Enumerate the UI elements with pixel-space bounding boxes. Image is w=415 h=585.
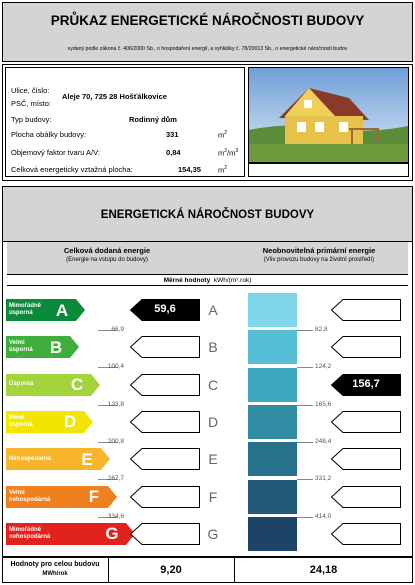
- energy-class-f: [6, 486, 108, 508]
- factor-unit: $m^2/m^3$: [218, 148, 239, 158]
- right-column-subtitle: (Vliv provozu budovy na životní prostředí): [263, 257, 375, 263]
- energy-class-arrow: [108, 486, 117, 508]
- scale-letter-b: B: [208, 339, 218, 356]
- energy-class-arrow: [70, 336, 79, 358]
- energy-class-b: [6, 336, 70, 358]
- energy-class-label: Velmi úsporná: [9, 340, 33, 354]
- scale-letter-a: A: [208, 302, 218, 318]
- right-threshold: 248,4: [315, 437, 332, 445]
- page-title: PRŮKAZ ENERGETICKÉ NÁROČNOSTI BUDOVY: [50, 13, 365, 28]
- energy-class-letter: C: [70, 375, 84, 395]
- energy-class-arrow: [84, 411, 93, 433]
- psc-label: PSČ, místo:: [11, 99, 52, 108]
- address-value: Aleje 70, 725 28 Hošťálkovice: [62, 92, 167, 101]
- right-empty-pointer: [331, 336, 401, 358]
- scale-letter-e: E: [208, 451, 218, 468]
- header-panel: [2, 2, 413, 62]
- footer-row: [2, 557, 413, 583]
- primary-energy-swatch: [248, 405, 297, 439]
- energy-class-label: Velmi nehospodárná: [9, 489, 51, 503]
- left-threshold: 334,6: [107, 512, 124, 520]
- right-threshold-tick: [297, 442, 313, 443]
- left-empty-pointer: [130, 523, 200, 545]
- area-label: Plocha obálky budovy:: [11, 130, 87, 139]
- footer-label: Hodnoty pro celou budovu: [10, 561, 100, 568]
- unit-row: [7, 274, 408, 286]
- left-column-subtitle: (Energie na vstupu do budovy): [66, 257, 148, 263]
- right-threshold: 165,6: [315, 400, 332, 408]
- left-column-title: Celková dodaná energie: [63, 246, 151, 255]
- right-empty-pointer: [331, 299, 401, 321]
- energy-class-letter: D: [63, 412, 77, 432]
- left-threshold: 66,9: [111, 326, 124, 333]
- right-threshold: 331,2: [315, 475, 332, 483]
- left-total-value: 9,20: [160, 564, 182, 576]
- footer-unit: MWh/rok: [42, 571, 68, 577]
- right-threshold-tick: [297, 367, 313, 368]
- unit-caption: Měrné hodnoty kWh/(m².rok): [163, 277, 252, 284]
- left-empty-pointer: [130, 411, 200, 433]
- energy-class-label: Méně úsporná: [9, 414, 33, 428]
- type-label: Typ budovy:: [11, 115, 52, 124]
- energy-class-label: Nehospodárná: [9, 455, 52, 462]
- right-threshold: 414,0: [315, 512, 332, 520]
- scale-letter-d: D: [207, 413, 219, 430]
- left-threshold: 133,8: [107, 400, 124, 408]
- right-empty-pointer: [331, 523, 401, 545]
- left-empty-pointer: [130, 448, 200, 470]
- ref-area-value: 154,35: [178, 165, 201, 174]
- left-empty-pointer: [130, 336, 200, 358]
- energy-class-label: Mimořádně nehospodárná: [9, 526, 51, 540]
- left-threshold: 100,4: [107, 363, 124, 371]
- energy-class-arrow: [76, 299, 85, 321]
- right-total-value: 24,18: [309, 564, 338, 576]
- scale-letter-c: C: [207, 376, 219, 393]
- scale-letter-g: G: [207, 525, 219, 542]
- right-threshold-tick: [297, 517, 313, 518]
- left-empty-pointer: [130, 486, 200, 508]
- energy-class-letter: E: [81, 449, 93, 469]
- primary-energy-swatch: [248, 442, 297, 476]
- right-column-title: Neobnovitelná primární energie: [262, 246, 376, 255]
- primary-energy-swatch: [248, 480, 297, 514]
- scale-letter-f: F: [208, 488, 218, 505]
- energy-class-label: Mimořádně úsporná: [9, 303, 42, 316]
- area-unit: $m^2$: [218, 130, 228, 140]
- ref-area-label: Celková energeticky vztažná plocha:: [11, 165, 133, 174]
- energy-class-arrow: [91, 374, 100, 396]
- right-empty-pointer: [331, 486, 401, 508]
- building-photo: [248, 67, 409, 163]
- energy-class-c: [6, 374, 91, 396]
- factor-label: Objemový faktor tvaru A/V:: [11, 148, 100, 157]
- energy-class-e: [6, 448, 101, 470]
- area-value: 331: [166, 130, 179, 139]
- page-subtitle: vydaný podle zákona č. 406/2000 Sb., o hospodaření energií, a vyhlášky č. 78/20013 Sb., o energetické náročnosti budov: [67, 46, 348, 52]
- info-table: [5, 67, 245, 177]
- rating-columns-head: [7, 242, 408, 274]
- right-empty-pointer: [331, 411, 401, 433]
- energy-class-a: [6, 299, 76, 321]
- house-image: [249, 68, 408, 162]
- energy-class-label: Úsporná: [9, 381, 34, 388]
- right-threshold-tick: [297, 405, 313, 406]
- right-value: 156,7: [352, 377, 380, 390]
- rating-panel: [2, 242, 413, 557]
- rating-title: ENERGETICKÁ NÁROČNOST BUDOVY: [100, 209, 315, 221]
- type-value: Rodinný dům: [129, 115, 177, 124]
- energy-class-d: [6, 411, 84, 433]
- energy-class-letter: F: [88, 487, 100, 506]
- factor-value: 0,84: [166, 148, 181, 157]
- primary-energy-swatch: [248, 330, 297, 364]
- right-threshold-tick: [297, 479, 313, 480]
- rating-header: [2, 186, 413, 242]
- right-threshold: 82,8: [315, 326, 328, 333]
- primary-energy-swatch: [248, 368, 297, 402]
- right-threshold: 124,2: [315, 363, 332, 371]
- info-panel: [2, 64, 413, 181]
- primary-energy-swatch: [248, 293, 297, 327]
- photo-caption-box: [248, 163, 409, 177]
- address-label: Ulice, číslo:: [11, 86, 50, 95]
- left-threshold: 200,8: [107, 437, 124, 445]
- energy-class-g: [6, 523, 126, 545]
- energy-class-arrow: [101, 448, 110, 470]
- ref-area-unit: $m^2$: [218, 165, 228, 175]
- energy-class-letter: A: [55, 300, 69, 320]
- right-threshold-tick: [297, 330, 313, 331]
- left-value: 59,6: [154, 303, 176, 315]
- energy-class-letter: B: [49, 337, 63, 357]
- primary-energy-swatch: [248, 517, 297, 551]
- energy-class-letter: G: [105, 524, 119, 544]
- left-empty-pointer: [130, 374, 200, 396]
- left-threshold: 267,7: [107, 475, 124, 483]
- right-empty-pointer: [331, 448, 401, 470]
